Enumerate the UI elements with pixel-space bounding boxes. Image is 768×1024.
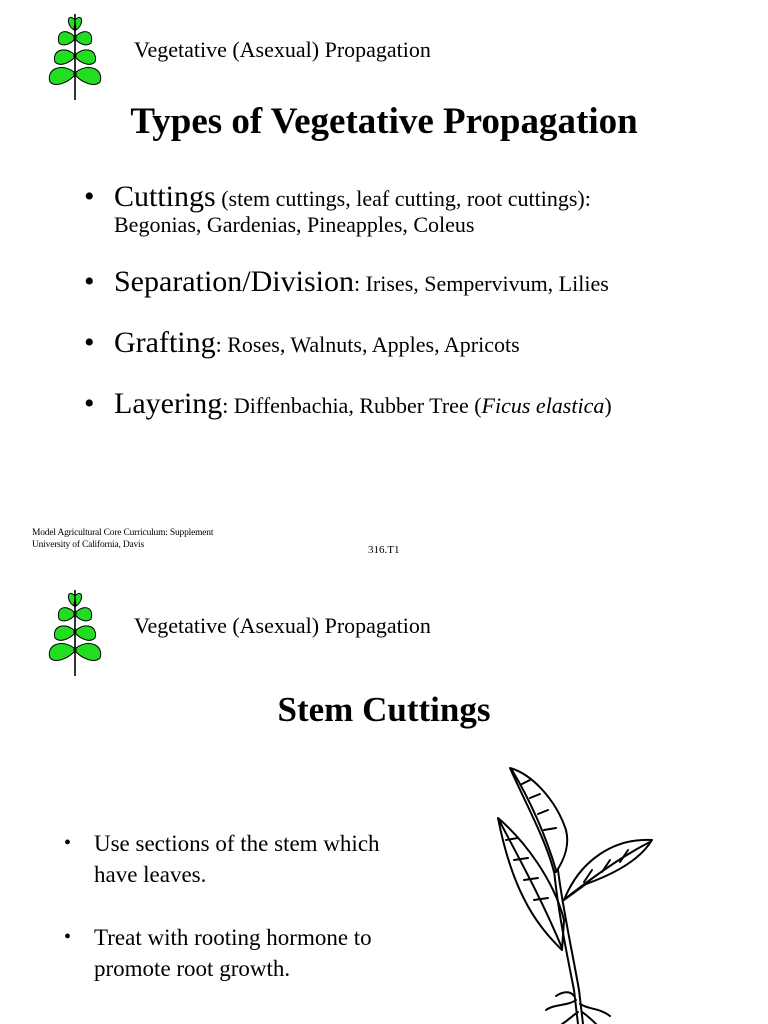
bullet-term: Cuttings xyxy=(114,180,216,213)
bullet-desc-end: ) xyxy=(604,393,612,419)
footer-line-2: University of California, Davis xyxy=(32,539,144,550)
bullet-term: Grafting xyxy=(114,326,216,360)
bullet-dot: • xyxy=(84,387,95,421)
green-plant-logo-icon xyxy=(30,10,120,106)
bullet-term: Layering xyxy=(114,387,223,421)
bullet-item xyxy=(64,828,394,890)
bullet-grafting xyxy=(84,326,744,359)
bullet-item xyxy=(64,922,394,984)
footer-line-1: Model Agricultural Core Curriculum: Supplement xyxy=(32,528,214,538)
bullet-dot: • xyxy=(64,926,72,948)
footer-credit xyxy=(32,528,213,552)
bullet-desc: : Roses, Walnuts, Apples, Apricots xyxy=(215,332,520,358)
bullet-text: Treat with rooting hormone to promote root growth. xyxy=(94,925,372,981)
bullet-desc: (stem cuttings, leaf cutting, root cuttings): xyxy=(215,186,591,211)
slide-header: Vegetative (Asexual) Propagation xyxy=(134,613,431,638)
bullet-text: Use sections of the stem which have leaves. xyxy=(94,831,380,887)
slide-title: Stem Cuttings xyxy=(277,690,491,729)
bullet-desc: : Irises, Sempervivum, Lilies xyxy=(353,271,609,297)
slide-title: Types of Vegetative Propagation xyxy=(130,101,638,142)
bullet-separation xyxy=(84,265,744,298)
bullet-desc: : Diffenbachia, Rubber Tree ( xyxy=(222,393,482,419)
bullet-cuttings xyxy=(84,180,744,237)
slide-code: 316.T1 xyxy=(368,544,400,556)
bullet-list xyxy=(84,180,744,420)
bullet-desc-line2: Begonias, Gardenias, Pineapples, Coleus xyxy=(114,212,475,237)
bullet-dot: • xyxy=(84,265,95,299)
slide-header: Vegetative (Asexual) Propagation xyxy=(134,37,431,62)
bullet-list xyxy=(64,828,394,984)
slide-2 xyxy=(0,580,768,1024)
bullet-dot: • xyxy=(64,832,72,854)
green-plant-logo-icon xyxy=(30,586,120,682)
bullet-term: Separation/Division xyxy=(114,265,354,299)
plant-cutting-illustration xyxy=(484,760,684,1024)
bullet-dot: • xyxy=(84,326,95,360)
bullet-dot: • xyxy=(84,180,95,213)
bullet-layering xyxy=(84,387,744,420)
bullet-desc-italic: Ficus elastica xyxy=(481,393,605,419)
